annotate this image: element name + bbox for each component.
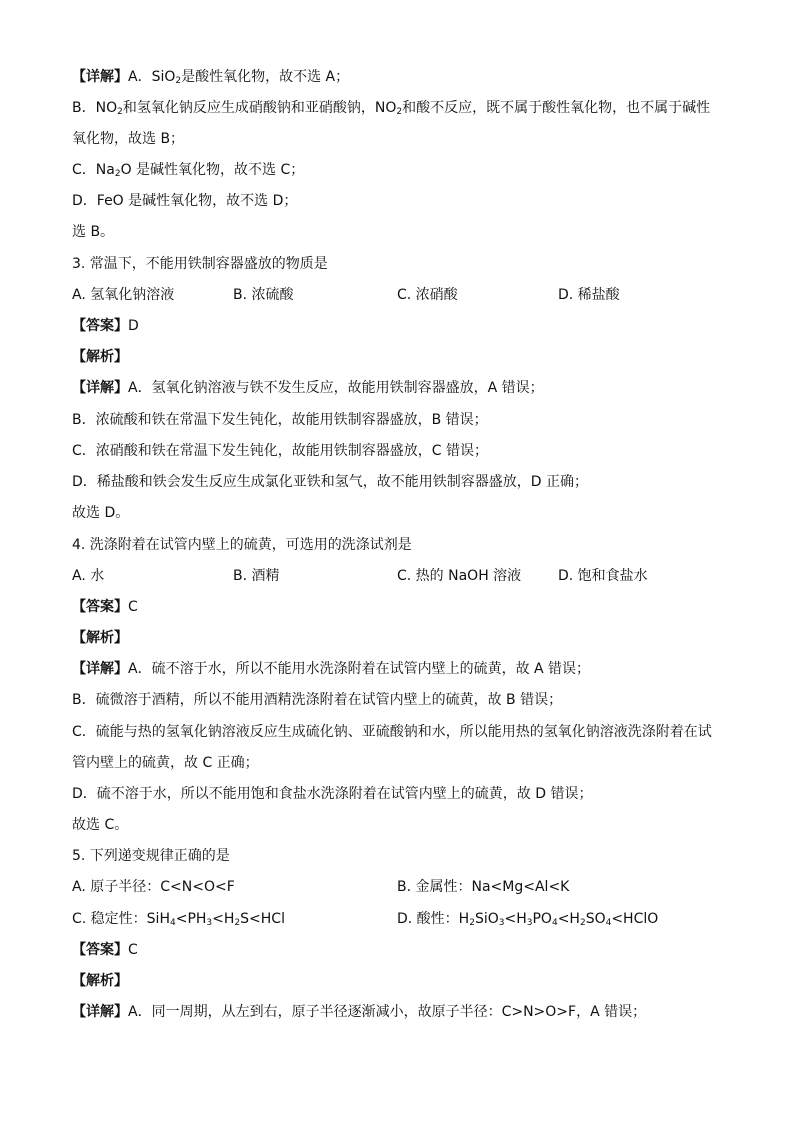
- q3-detail-line-1: [72, 378, 734, 398]
- option-c: C. 浓硝酸: [397, 287, 458, 303]
- q3-detail-line-4: D．稀盐酸和铁会发生反应生成氯化亚铁和氢气，故不能用铁制容器盛放，D 正确；: [72, 474, 589, 490]
- text: S<HCl: [240, 911, 285, 927]
- subscript: 3: [206, 918, 213, 928]
- text: 和氢氧化钠反应生成硝酸钠和亚硝酸钠，NO: [122, 100, 397, 116]
- answer-tag: 【答案】: [72, 942, 128, 958]
- q2-detail-line-1: [72, 67, 734, 87]
- question-3-stem: 3. 常温下，不能用铁制容器盛放的物质是: [72, 256, 328, 272]
- answer-tag: 【答案】: [72, 599, 128, 615]
- subscript: 2: [579, 918, 586, 928]
- question-4-options: [72, 566, 734, 586]
- option-b: B. 酒精: [233, 568, 280, 584]
- subscript: 4: [169, 918, 176, 928]
- analysis-tag: 【解析】: [72, 349, 128, 365]
- option-a: A. 原子半径：C<N<O<F: [72, 879, 235, 895]
- subscript: 2: [175, 76, 182, 86]
- q2-detail-line-3: 氧化物，故选 B；: [72, 131, 185, 147]
- detail-tag: 【详解】: [72, 661, 128, 677]
- q4-detail-line-5: D．硫不溶于水，所以不能用饱和食盐水洗涤附着在试管内壁上的硫黄，故 D 错误；: [72, 786, 593, 802]
- subscript: 2: [234, 918, 241, 928]
- q2-detail-line-4: [72, 160, 734, 180]
- answer-value: C: [128, 599, 138, 615]
- option-a: A. 水: [72, 568, 105, 584]
- question-3-options: [72, 285, 734, 305]
- question-5-options-ab: [72, 877, 734, 897]
- analysis-tag: 【解析】: [72, 630, 128, 646]
- text: <HClO: [611, 911, 659, 927]
- subscript: 3: [526, 918, 533, 928]
- subscript: 2: [114, 169, 121, 179]
- text: PO: [532, 911, 552, 927]
- answer-line: [72, 940, 734, 960]
- q5-detail-line-1: [72, 1002, 734, 1022]
- q4-detail-line-4: 管内壁上的硫黄，故 C 正确；: [72, 755, 259, 771]
- q4-detail-line-6: 故选 C。: [72, 817, 129, 833]
- text: SiO: [474, 911, 499, 927]
- text: B．NO: [72, 100, 118, 116]
- answer-line: [72, 597, 734, 617]
- option-b: B. 浓硫酸: [233, 287, 294, 303]
- detail-tag: 【详解】: [72, 380, 128, 396]
- text: 和酸不反应，既不属于酸性氧化物，也不属于碱性: [402, 100, 711, 116]
- text: <H: [504, 911, 527, 927]
- text: A．硫不溶于水，所以不能用水洗涤附着在试管内壁上的硫黄，故 A 错误；: [128, 661, 591, 677]
- text: <H: [557, 911, 580, 927]
- option-c: [72, 909, 285, 929]
- text: A．同一周期，从左到右，原子半径逐渐减小，故原子半径：C>N>O>F，A 错误；: [128, 1004, 647, 1020]
- option-b: B. 金属性：Na<Mg<Al<K: [397, 879, 570, 895]
- q2-detail-line-5: D．FeO 是碱性氧化物，故不选 D；: [72, 193, 298, 209]
- text: A．氢氧化钠溶液与铁不发生反应，故能用铁制容器盛放，A 错误；: [128, 380, 544, 396]
- text: O 是碱性氧化物，故不选 C；: [120, 162, 305, 178]
- detail-tag: 【详解】: [72, 69, 128, 85]
- option-c: C. 热的 NaOH 溶液: [397, 568, 522, 584]
- text: <H: [212, 911, 235, 927]
- q4-detail-line-1: [72, 659, 734, 679]
- text: A．SiO: [128, 69, 176, 85]
- subscript: 3: [498, 918, 505, 928]
- q3-detail-line-3: C．浓硝酸和铁在常温下发生钝化，故能用铁制容器盛放，C 错误；: [72, 443, 488, 459]
- answer-value: D: [128, 318, 139, 334]
- answer-tag: 【答案】: [72, 318, 128, 334]
- question-5-options-cd: [72, 909, 734, 929]
- subscript: 2: [469, 918, 475, 928]
- option-d: D. 饱和食盐水: [558, 568, 648, 584]
- option-d: [397, 909, 658, 929]
- subscript: 4: [551, 918, 558, 928]
- text: D. 酸性：H: [397, 911, 470, 927]
- text: C. 稳定性：SiH: [72, 911, 170, 927]
- analysis-tag: 【解析】: [72, 973, 128, 989]
- answer-line: [72, 316, 734, 336]
- q2-detail-line-2: [72, 98, 734, 118]
- detail-tag: 【详解】: [72, 1004, 128, 1020]
- subscript: 4: [605, 918, 612, 928]
- question-4-stem: 4. 洗涤附着在试管内壁上的硫黄，可选用的洗涤试剂是: [72, 537, 412, 553]
- q3-detail-line-5: 故选 D。: [72, 505, 130, 521]
- answer-value: C: [128, 942, 138, 958]
- text: <PH: [175, 911, 207, 927]
- subscript: 2: [396, 107, 403, 117]
- subscript: 2: [117, 107, 123, 117]
- text: SO: [585, 911, 606, 927]
- text: C．Na: [72, 162, 115, 178]
- q4-detail-line-3: C．硫能与热的氢氧化钠溶液反应生成硫化钠、亚硫酸钠和水，所以能用热的氢氧化钠溶液洗涤附着在试: [72, 724, 712, 740]
- text: 是酸性氧化物，故不选 A；: [181, 69, 350, 85]
- q4-detail-line-2: B．硫微溶于酒精，所以不能用酒精洗涤附着在试管内壁上的硫黄，故 B 错误；: [72, 692, 563, 708]
- option-d: D. 稀盐酸: [558, 287, 620, 303]
- q2-detail-line-6: 选 B。: [72, 224, 115, 240]
- q3-detail-line-2: B．浓硫酸和铁在常温下发生钝化，故能用铁制容器盛放，B 错误；: [72, 412, 488, 428]
- question-5-stem: 5. 下列递变规律正确的是: [72, 848, 230, 864]
- option-a: A. 氢氧化钠溶液: [72, 287, 175, 303]
